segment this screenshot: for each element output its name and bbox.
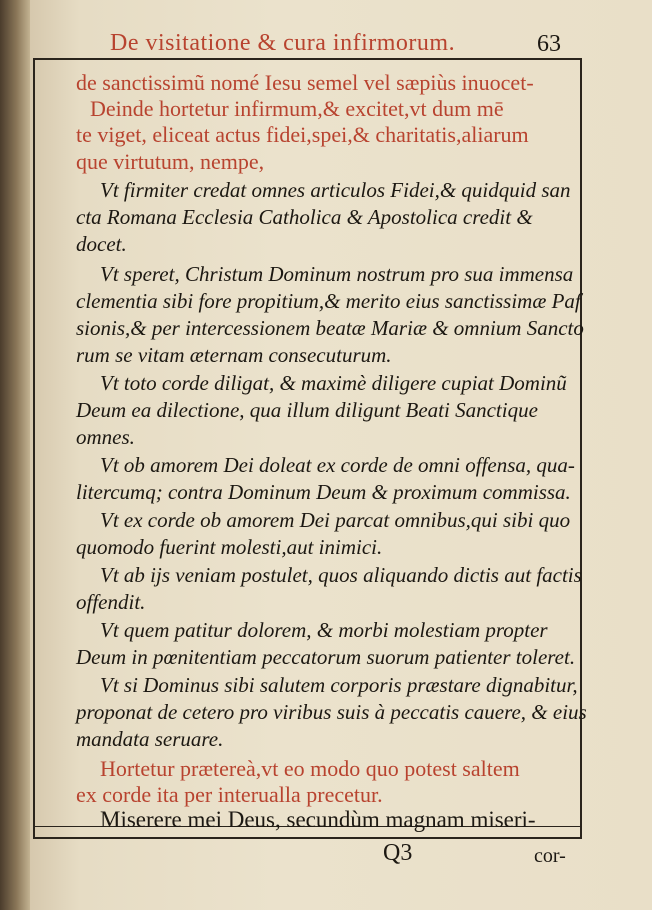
text-line: Vt quem patitur dolorem, & morbi molestiam propter [100, 618, 548, 642]
text-line: Vt ob amorem Dei doleat ex corde de omni offensa, qua- [100, 453, 575, 477]
signature-mark: Q3 [383, 840, 413, 866]
text-line: Vt ex corde ob amorem Dei parcat omnibus,qui sibi quo [100, 508, 571, 532]
text-line: Vt ab ijs veniam postulet, quos aliquando dictis aut factis [100, 563, 582, 587]
running-title: De visitatione & cura infirmorum. [110, 30, 456, 56]
text-line: Vt toto corde diligat, & maximè diligere cupiat Dominũ [100, 371, 567, 395]
text-line: cta Romana Ecclesia Catholica & Apostolica credit & [76, 205, 533, 229]
text-line: Miserere mei Deus, secundùm magnam miseri- [100, 807, 536, 832]
page-number: 63 [537, 31, 561, 57]
text-line: Vt speret, Christum Dominum nostrum pro sua immensa [100, 262, 574, 286]
book-spine [0, 0, 30, 910]
text-line: litercumq; contra Dominum Deum & proximum commissa. [76, 480, 571, 504]
text-line: clementia sibi fore propitium,& merito eius sanctissimæ Paf [76, 289, 581, 313]
text-line: Vt si Dominus sibi salutem corporis præstare dignabitur, [100, 673, 578, 697]
text-line: docet. [76, 232, 127, 256]
text-line: de sanctissimũ nomé Iesu semel vel sæpiùs inuocet- [76, 70, 534, 95]
text-line: sionis,& per intercessionem beatæ Mariæ & omnium Sancto [76, 316, 584, 340]
text-line: te viget, eliceat actus fidei,spei,& charitatis,aliarum [76, 122, 529, 147]
text-line: ex corde ita per interualla precetur. [76, 782, 383, 807]
text-line: proponat de cetero pro viribus suis à peccatis cauere, & eius [76, 700, 587, 724]
text-line: Deinde hortetur infirmum,& excitet,vt dum mē [90, 96, 504, 121]
text-line: Deum ea dilectione, qua illum diligunt Beati Sanctique [76, 398, 538, 422]
text-line: Hortetur prætereà,vt eo modo quo potest saltem [100, 756, 520, 781]
catchword: cor- [534, 845, 566, 867]
text-line: Vt firmiter credat omnes articulos Fidei,& quidquid san [100, 178, 571, 202]
text-line: que virtutum, nempe, [76, 149, 265, 174]
text-line: offendit. [76, 590, 146, 614]
text-line: mandata seruare. [76, 727, 224, 751]
text-line: Deum in pœnitentiam peccatorum suorum patienter toleret. [76, 645, 576, 669]
text-line: rum se vitam æternam consecuturum. [76, 343, 392, 367]
text-line: omnes. [76, 425, 135, 449]
text-line: quomodo fuerint molesti,aut inimici. [76, 535, 383, 559]
